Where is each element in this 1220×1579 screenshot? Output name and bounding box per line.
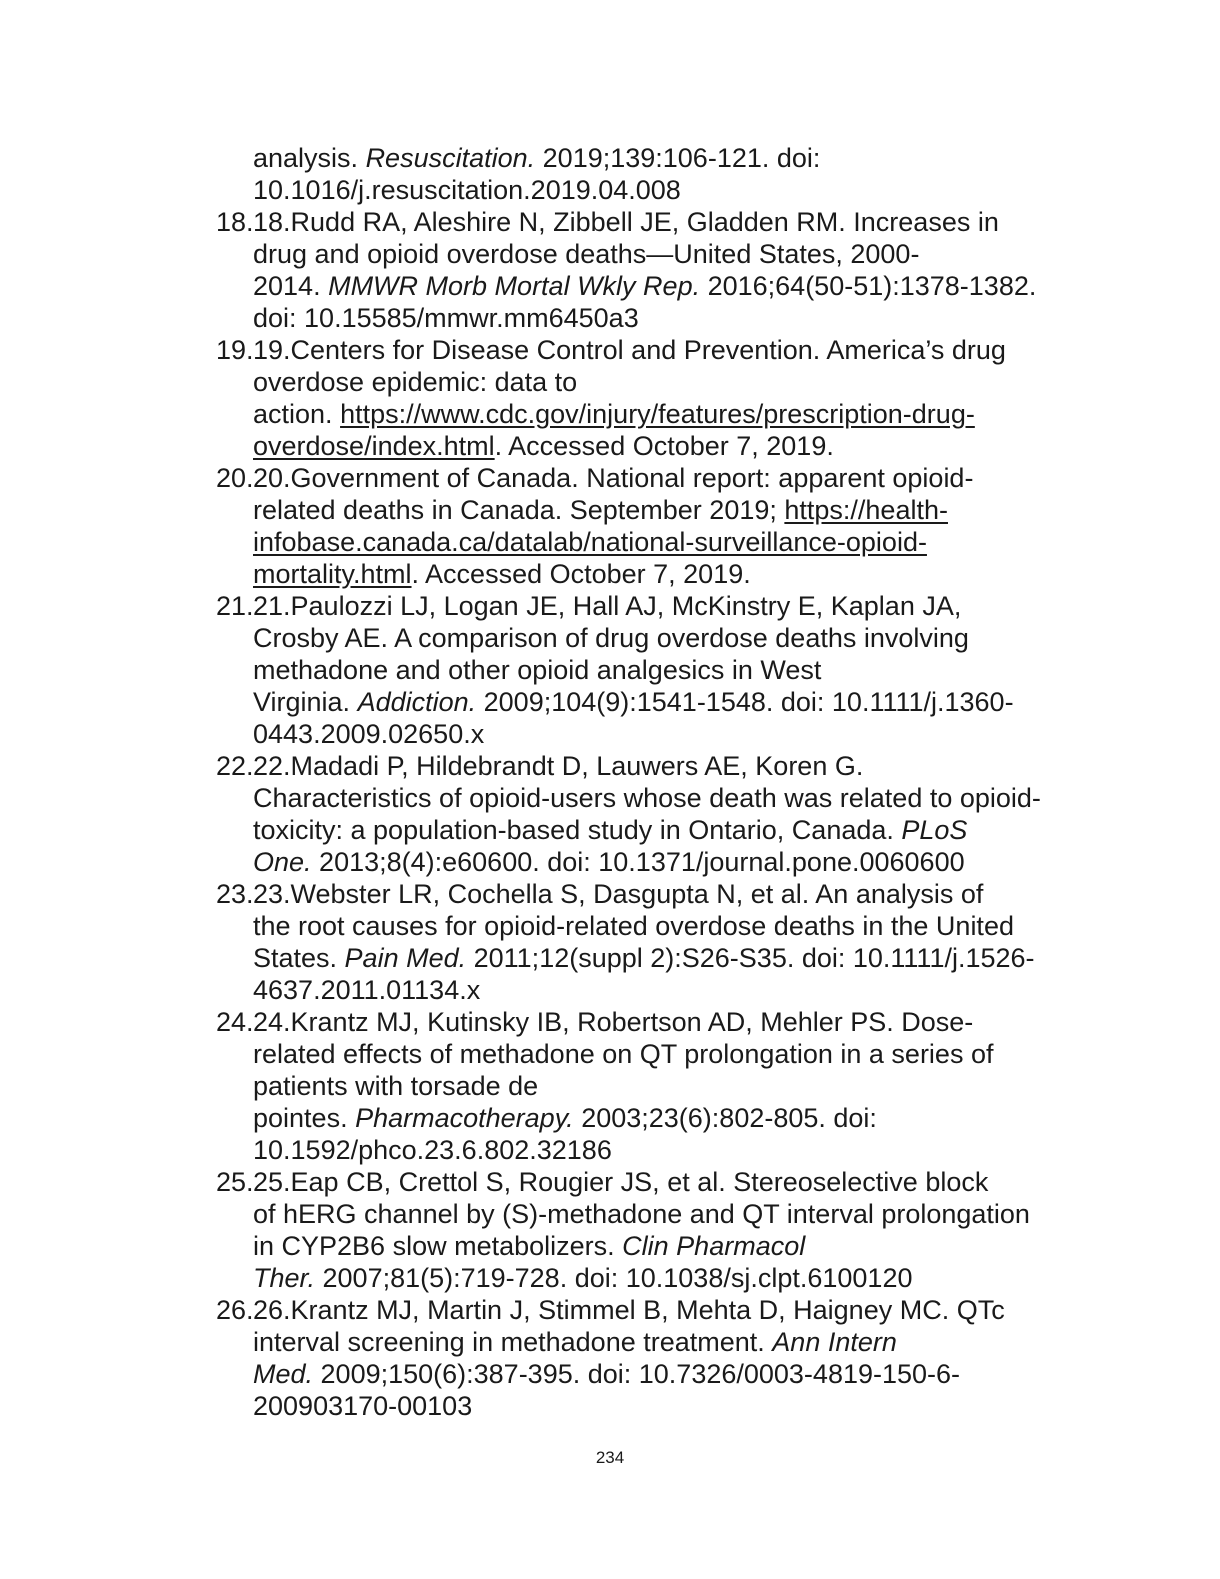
- journal-title: One.: [253, 847, 312, 877]
- reference-list: [0, 142, 1220, 1422]
- canada-url-link-continued[interactable]: infobase.canada.ca/datalab/national-surveillance-opioid-: [253, 527, 927, 557]
- reference-18: [0, 206, 1220, 334]
- reference-19: [0, 334, 1220, 462]
- cdc-url-link-continued[interactable]: overdose/index.html: [253, 431, 495, 461]
- journal-title: Pain Med.: [344, 943, 467, 973]
- canada-url-link[interactable]: https://health-: [784, 495, 948, 525]
- ref-line: methadone and other opioid analgesics in West: [253, 655, 822, 685]
- ref-line: the root causes for opioid-related overdose deaths in the United: [253, 911, 1014, 941]
- reference-number: 20.: [216, 463, 254, 493]
- cdc-url-link[interactable]: https://www.cdc.gov/injury/features/prescription-drug-: [340, 399, 975, 429]
- reference-number: 22.: [216, 751, 254, 781]
- ref-line: 10.1592/phco.23.6.802.32186: [253, 1135, 612, 1165]
- ref-line: 20. 20.Government of Canada. National report: apparent opioid-: [216, 463, 974, 493]
- ref-line: mortality.html. Accessed October 7, 2019.: [253, 559, 751, 589]
- reference-24: [0, 1006, 1220, 1166]
- ref-line: doi: 10.15585/mmwr.mm6450a3: [253, 303, 639, 333]
- reference-number: 23.: [216, 879, 254, 909]
- journal-title: PLoS: [901, 815, 968, 845]
- reference-number: 25.: [216, 1167, 254, 1197]
- ref-line: toxicity: a population-based study in Ontario, Canada. PLoS: [253, 815, 968, 845]
- ref-line: pointes. Pharmacotherapy. 2003;23(6):802-805. doi:: [253, 1103, 877, 1133]
- reference-17-continued: [0, 142, 1220, 206]
- ref-line: 26. 26.Krantz MJ, Martin J, Stimmel B, Mehta D, Haigney MC. QTc: [216, 1295, 1005, 1325]
- reference-number: 18.: [216, 207, 254, 237]
- canada-url-link-end[interactable]: mortality.html: [253, 559, 412, 589]
- ref-line: drug and opioid overdose deaths—United States, 2000-: [253, 239, 920, 269]
- reference-number: 24.: [216, 1007, 254, 1037]
- ref-line: 4637.2011.01134.x: [253, 975, 481, 1005]
- ref-line: 18. 18.Rudd RA, Aleshire N, Zibbell JE, Gladden RM. Increases in: [216, 207, 999, 237]
- page-number: 234: [595, 1448, 625, 1467]
- ref-line: Ther. 2007;81(5):719-728. doi: 10.1038/sj.clpt.6100120: [253, 1263, 913, 1293]
- ref-line: related deaths in Canada. September 2019; https://health-: [253, 495, 948, 525]
- ref-line: overdose/index.html. Accessed October 7, 2019.: [253, 431, 834, 461]
- reference-22: [0, 750, 1220, 878]
- ref-line: analysis. Resuscitation. 2019;139:106-121. doi:: [253, 143, 821, 173]
- reference-number: 26.: [216, 1295, 254, 1325]
- journal-title: Resuscitation.: [365, 143, 536, 173]
- ref-line: 200903170-00103: [253, 1391, 473, 1421]
- journal-title: MMWR Morb Mortal Wkly Rep.: [328, 271, 701, 301]
- journal-title: Ther.: [253, 1263, 316, 1293]
- ref-line: 23. 23.Webster LR, Cochella S, Dasgupta N, et al. An analysis of: [216, 879, 984, 909]
- reference-number: 21.: [216, 591, 254, 621]
- ref-line: related effects of methadone on QT prolongation in a series of: [253, 1039, 994, 1069]
- journal-title: Med.: [253, 1359, 314, 1389]
- reference-21: [0, 590, 1220, 750]
- ref-line: 25. 25.Eap CB, Crettol S, Rougier JS, et al. Stereoselective block: [216, 1167, 989, 1197]
- ref-line: Virginia. Addiction. 2009;104(9):1541-1548. doi: 10.1111/j.1360-: [253, 687, 1014, 717]
- reference-number: 19.: [216, 335, 254, 365]
- reference-26: [0, 1294, 1220, 1422]
- journal-title: Addiction.: [357, 687, 477, 717]
- ref-line: patients with torsade de: [253, 1071, 539, 1101]
- ref-line: One. 2013;8(4):e60600. doi: 10.1371/journal.pone.0060600: [253, 847, 965, 877]
- ref-line: in CYP2B6 slow metabolizers. Clin Pharmacol: [253, 1231, 806, 1261]
- ref-line: Med. 2009;150(6):387-395. doi: 10.7326/0003-4819-150-6-: [253, 1359, 961, 1389]
- reference-20: [0, 462, 1220, 590]
- reference-23: [0, 878, 1220, 1006]
- ref-line: interval screening in methadone treatment. Ann Intern: [253, 1327, 897, 1357]
- reference-25: [0, 1166, 1220, 1294]
- ref-line: 2014. MMWR Morb Mortal Wkly Rep. 2016;64(50-51):1378-1382.: [253, 271, 1037, 301]
- ref-line: States. Pain Med. 2011;12(suppl 2):S26-S35. doi: 10.1111/j.1526-: [253, 943, 1035, 973]
- journal-title: Clin Pharmacol: [622, 1231, 806, 1261]
- journal-title: Pharmacotherapy.: [355, 1103, 574, 1133]
- ref-line: action. https://www.cdc.gov/injury/features/prescription-drug-: [253, 399, 975, 429]
- ref-line: 0443.2009.02650.x: [253, 719, 485, 749]
- ref-line: 19. 19.Centers for Disease Control and Prevention. America’s drug: [216, 335, 1006, 365]
- ref-line: Crosby AE. A comparison of drug overdose deaths involving: [253, 623, 969, 653]
- ref-line: overdose epidemic: data to: [253, 367, 578, 397]
- ref-line: Characteristics of opioid-users whose death was related to opioid-: [253, 783, 1041, 813]
- ref-line: [0, 526, 1220, 558]
- ref-line: of hERG channel by (S)-methadone and QT interval prolongation: [253, 1199, 1030, 1229]
- journal-title: Ann Intern: [772, 1327, 897, 1357]
- ref-line: 22. 22.Madadi P, Hildebrandt D, Lauwers AE, Koren G.: [216, 751, 864, 781]
- ref-line: 24. 24.Krantz MJ, Kutinsky IB, Robertson AD, Mehler PS. Dose-: [216, 1007, 974, 1037]
- ref-line: 10.1016/j.resuscitation.2019.04.008: [253, 175, 681, 205]
- ref-line: 21. 21.Paulozzi LJ, Logan JE, Hall AJ, McKinstry E, Kaplan JA,: [216, 591, 962, 621]
